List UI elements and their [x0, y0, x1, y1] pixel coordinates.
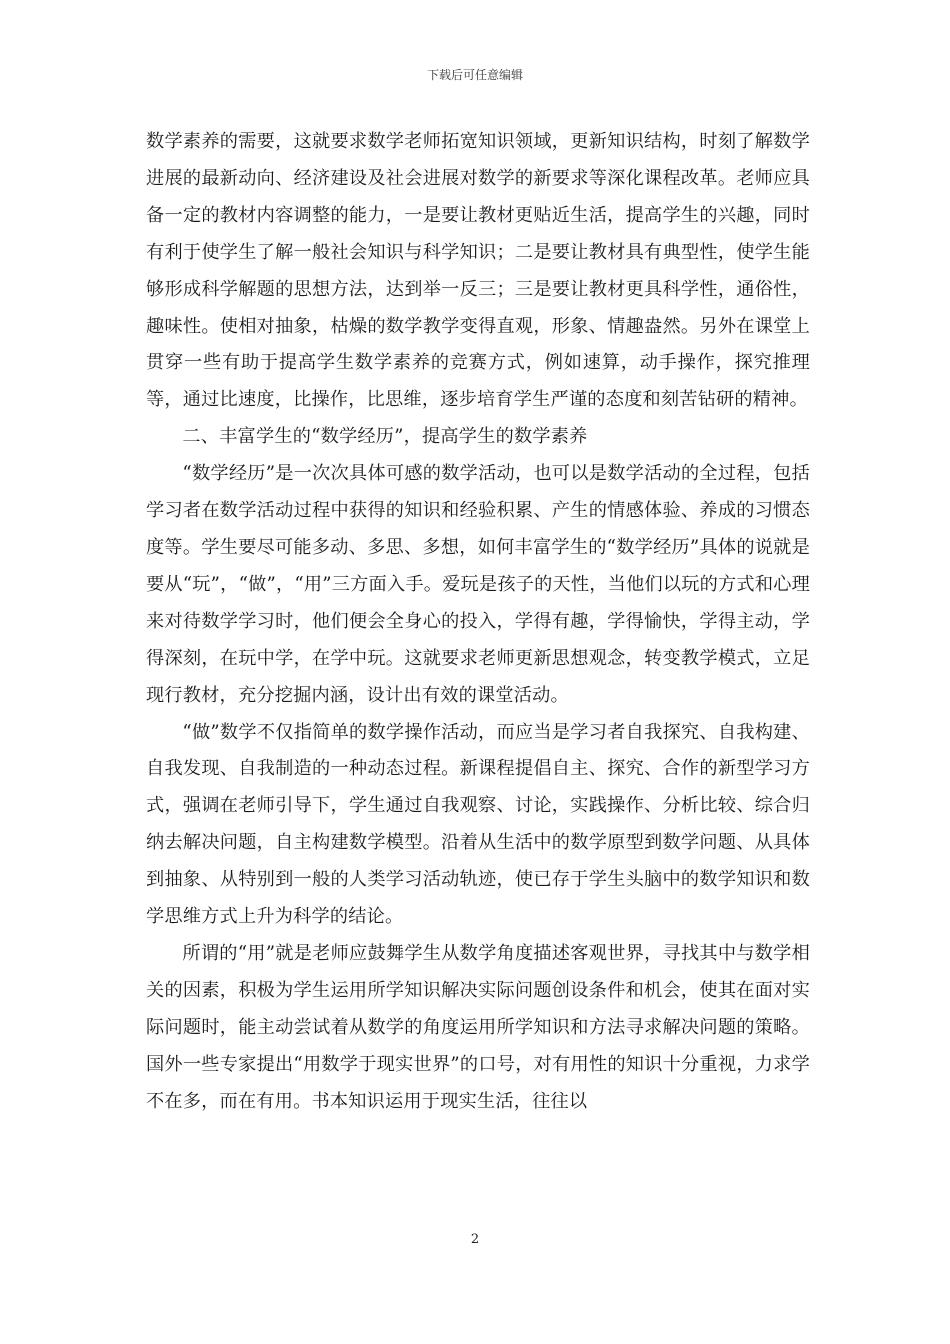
page-number: 2	[470, 1232, 480, 1247]
paragraph-2: “数学经历”是一次次具体可感的数学活动，也可以是数学活动的全过程，包括学习者在数学活动过程中获得的知识和经验积累、产生的情感体验、养成的习惯态度等。学生要尽可能多动、多思、多想，如何丰富学生的“数学经历”具体的说就是要从“玩”，“做”，“用”三方面入手。爱玩是孩子的天性，当他们以玩的方式和心理来对待数学学习时，他们便会全身心的投入，学得有趣，学得愉快，学得主动，学得深刻，在玩中学，在学中玩。这就要求老师更新思想观念，转变教学模式，立足现行教材，充分挖掘内涵，设计出有效的课堂活动。	[146, 463, 810, 706]
section-heading: 二、丰富学生的“数学经历”，提高学生的数学素养	[182, 426, 588, 448]
paragraph-4: 所谓的“用”就是老师应鼓舞学生从数学角度描述客观世界，寻找其中与数学相关的因素，积极为学生运用所学知识解决实际问题创设条件和机会，使其在面对实际问题时，能主动尝试着从数学的角度运用所学知识和方法寻求解决问题的策略。国外一些专家提出“用数学于现实世界”的口号，对有用性的知识十分重视，力求学不在多，而在有用。书本知识运用于现实生活，往往以	[146, 942, 810, 1112]
document-body	[146, 124, 810, 1120]
paragraph-1: 数学素养的需要，这就要求数学老师拓宽知识领域，更新知识结构，时刻了解数学进展的最新动向、经济建设及社会进展对数学的新要求等深化课程改革。老师应具备一定的教材内容调整的能力，一是要让教材更贴近生活，提高学生的兴趣，同时有利于使学生了解一般社会知识与科学知识；二是要让教材具有典型性，使学生能够形成科学解题的思想方法，达到举一反三；三是要让教材更具科学性，通俗性，趣味性。使相对抽象，枯燥的数学教学变得直观，形象、情趣盎然。另外在课堂上贯穿一些有助于提高学生数学素养的竞赛方式，例如速算，动手操作，探究推理等，通过比速度，比操作，比思维，逐步培育学生严谨的态度和刻苦钻研的精神。	[146, 131, 810, 411]
page-header: 下载后可任意编辑	[426, 68, 523, 82]
paragraph-3: “做”数学不仅指简单的数学操作活动，而应当是学习者自我探究、自我构建、自我发现、自我制造的一种动态过程。新课程提倡自主、探究、合作的新型学习方式，强调在老师引导下，学生通过自我观察、讨论，实践操作、分析比较、综合归纳去解决问题，自主构建数学模型。沿着从生活中的数学原型到数学问题、从具体到抽象、从特别到一般的人类学习活动轨迹，使已存于学生头脑中的数学知识和数学思维方式上升为科学的结论。	[146, 721, 810, 928]
